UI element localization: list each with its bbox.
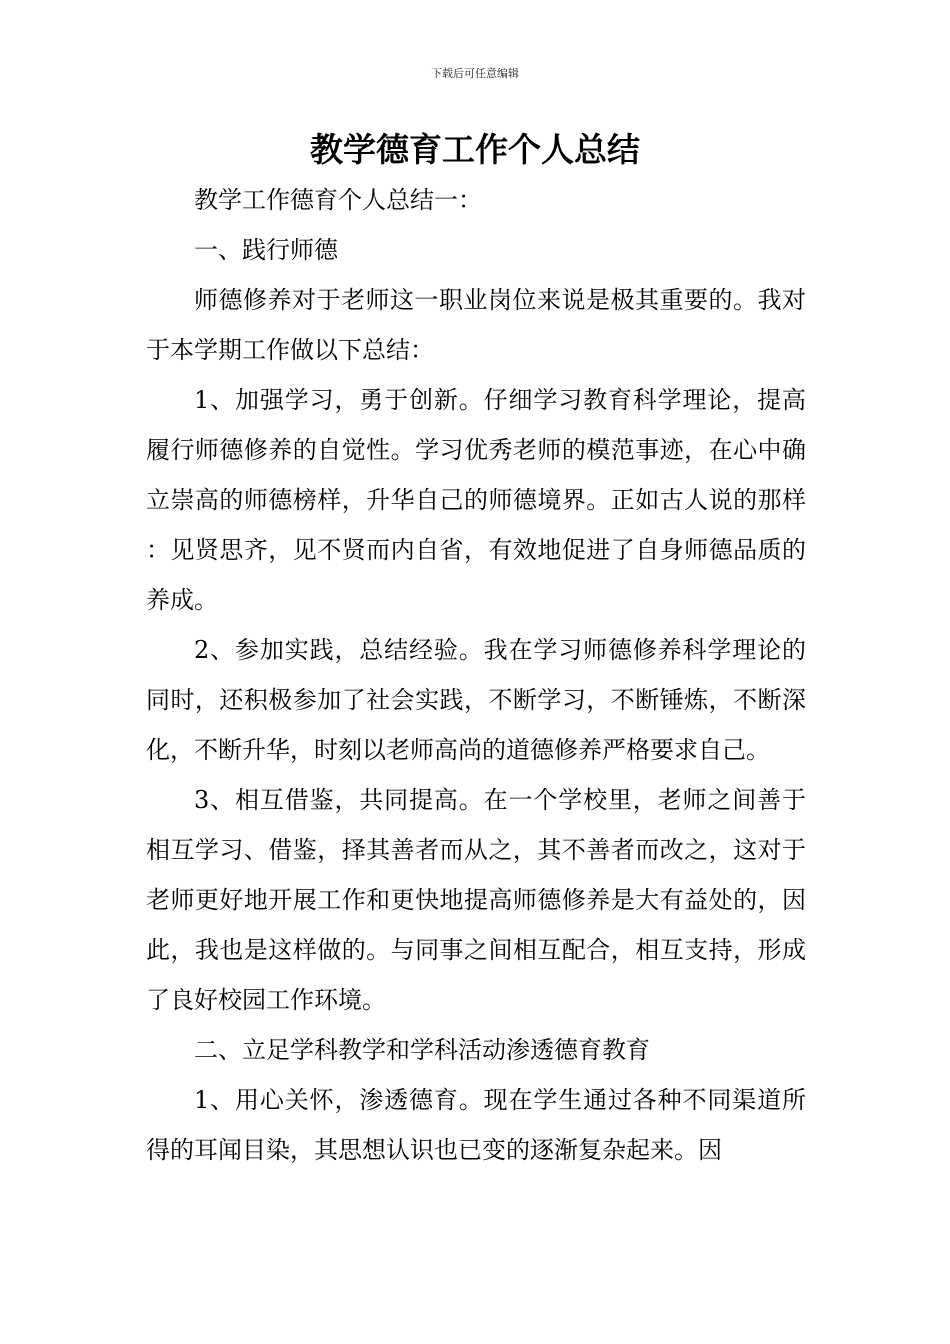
- document-body: [146, 175, 806, 1175]
- header-note: 下载后可任意编辑: [431, 67, 519, 80]
- paragraph: 3、相互借鉴，共同提高。在一个学校里，老师之间善于相互学习、借鉴，择其善者而从之，其不善者而改之，这对于老师更好地开展工作和更快地提高师德修养是大有益处的，因此，我也是这样做的。与同事之间相互配合，相互支持，形成了良好校园工作环境。: [146, 786, 806, 1014]
- paragraph-intro: 教学工作德育个人总结一：: [194, 186, 482, 214]
- paragraph: 1、用心关怀，渗透德育。现在学生通过各种不同渠道所得的耳闻目染，其思想认识也已变的逐渐复杂起来。因: [146, 1086, 806, 1164]
- section-heading-1: 一、践行师德: [194, 236, 338, 264]
- paragraph: 1、加强学习，勇于创新。仔细学习教育科学理论，提高履行师德修养的自觉性。学习优秀老师的模范事迹，在心中确立崇高的师德榜样，升华自己的师德境界。正如古人说的那样：见贤思齐，见不贤而内自省，有效地促进了自身师德品质的养成。: [146, 386, 806, 614]
- paragraph: 2、参加实践，总结经验。我在学习师德修养科学理论的同时，还积极参加了社会实践，不断学习，不断锤炼，不断深化，不断升华，时刻以老师高尚的道德修养严格要求自己。: [146, 636, 806, 764]
- paragraph: 师德修养对于老师这一职业岗位来说是极其重要的。我对于本学期工作做以下总结：: [146, 286, 806, 364]
- document-title: 教学德育工作个人总结: [310, 130, 640, 169]
- section-heading-2: 二、立足学科教学和学科活动渗透德育教育: [194, 1036, 650, 1064]
